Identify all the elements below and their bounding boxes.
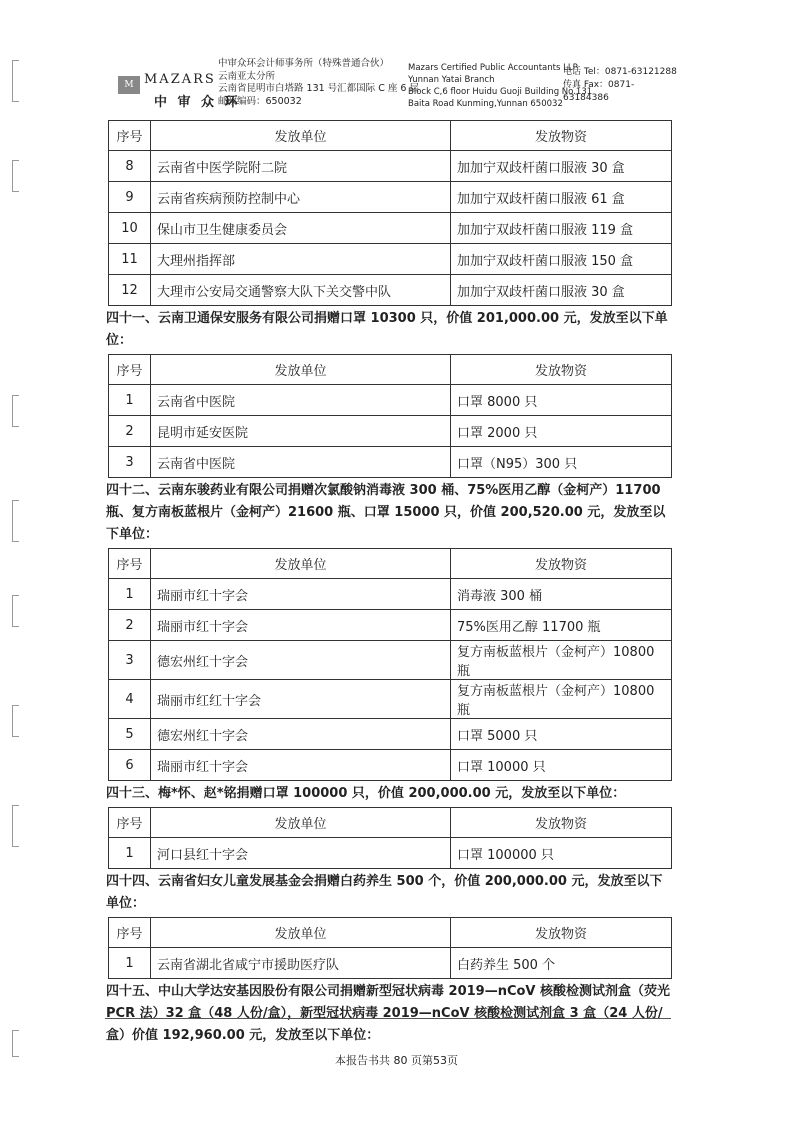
table-row (109, 610, 672, 641)
row-unit: 云南省中医院 (151, 447, 451, 478)
row-goods: 加加宁双歧杆菌口服液 30 盒 (451, 275, 672, 306)
col-header-no: 序号 (109, 121, 151, 151)
table-header (109, 808, 672, 838)
row-number: 3 (109, 641, 151, 680)
row-unit: 云南省疾病预防控制中心 (151, 182, 451, 213)
col-header-unit: 发放单位 (151, 549, 451, 579)
row-number: 1 (109, 385, 151, 416)
binder-mark (12, 595, 19, 627)
col-header-goods: 发放物资 (451, 808, 672, 838)
row-unit: 保山市卫生健康委员会 (151, 213, 451, 244)
row-number: 3 (109, 447, 151, 478)
table-row (109, 151, 672, 182)
distribution-table (108, 917, 672, 979)
table-row (109, 385, 672, 416)
distribution-table (108, 548, 672, 781)
row-number: 1 (109, 838, 151, 869)
row-number: 1 (109, 948, 151, 979)
row-unit: 云南省湖北省咸宁市援助医疗队 (151, 948, 451, 979)
section-paragraph-44: 四十四、云南省妇女儿童发展基金会捐赠白药养生 500 个，价值 200,000.00 元，发放至以下单位： (106, 874, 663, 911)
table-row (109, 948, 672, 979)
contact-info: 电话 Tel：0871-63121288 传真 Fax：0871-63184386 (563, 67, 677, 103)
binder-mark (12, 500, 19, 542)
row-number: 9 (109, 182, 151, 213)
row-goods: 白药养生 500 个 (451, 948, 672, 979)
table-row (109, 680, 672, 719)
table-row (109, 447, 672, 478)
row-unit: 瑞丽市红十字会 (151, 579, 451, 610)
row-goods: 口罩 10000 只 (451, 750, 672, 781)
mazars-logo-icon: M (118, 76, 140, 94)
table-header (109, 355, 672, 385)
row-unit: 德宏州红十字会 (151, 641, 451, 680)
distribution-table (108, 807, 672, 869)
section-paragraph-43: 四十三、梅*怀、赵*铭捐赠口罩 100000 只，价值 200,000.00 元，发放至以下单位： (106, 786, 626, 801)
col-header-goods: 发放物资 (451, 355, 672, 385)
report-body (108, 120, 672, 1049)
col-header-unit: 发放单位 (151, 918, 451, 948)
binder-mark (12, 395, 19, 427)
row-goods: 口罩 2000 只 (451, 416, 672, 447)
distribution-table (108, 354, 672, 478)
table-header (109, 918, 672, 948)
table-row (109, 641, 672, 680)
col-header-unit: 发放单位 (151, 121, 451, 151)
row-unit: 瑞丽市红十字会 (151, 610, 451, 641)
firm-name-cn: 中审众环会计师事务所（特殊普通合伙） 云南亚太分所 云南省昆明市白塔路 131 号汇都国际 C 座 6 层 邮政编码：650032 (218, 58, 419, 107)
firm-name-en: Mazars Certified Public Accountants LLP Yunnan Yatai Branch Block C,6 floor Huidu Guoji Building No.131 Baita Road Kunming,Yunnan 650032 (408, 63, 593, 109)
row-unit: 大理市公安局交通警察大队下关交警中队 (151, 275, 451, 306)
section-paragraph-45: 四十五、中山大学达安基因股份有限公司捐赠新型冠状病毒 2019—nCoV 核酸检测试剂盒（荧光PCR 法）32 盒（48 人份/盒），新型冠状病毒 2019—nCoV 核酸检测试剂盒 3 盒（24 人份/盒）价值 192,960.00 元，发放至以下单位： (106, 984, 671, 1043)
row-number: 4 (109, 680, 151, 719)
row-goods: 口罩 8000 只 (451, 385, 672, 416)
col-header-goods: 发放物资 (451, 121, 672, 151)
col-header-no: 序号 (109, 808, 151, 838)
row-goods: 加加宁双歧杆菌口服液 119 盒 (451, 213, 672, 244)
row-unit: 大理州指挥部 (151, 244, 451, 275)
page-footer: 本报告书共 80 页第53页 (335, 1054, 458, 1067)
row-goods: 口罩 100000 只 (451, 838, 672, 869)
logo-word: MAZARS (144, 72, 216, 87)
table-row (109, 416, 672, 447)
col-header-no: 序号 (109, 355, 151, 385)
table-row (109, 275, 672, 306)
row-number: 6 (109, 750, 151, 781)
row-goods: 加加宁双歧杆菌口服液 30 盒 (451, 151, 672, 182)
row-goods: 口罩（N95）300 只 (451, 447, 672, 478)
row-unit: 昆明市延安医院 (151, 416, 451, 447)
row-number: 1 (109, 579, 151, 610)
row-goods: 复方南板蓝根片（金柯产）10800 瓶 (451, 641, 672, 680)
col-header-no: 序号 (109, 549, 151, 579)
row-goods: 75%医用乙醇 11700 瓶 (451, 610, 672, 641)
col-header-goods: 发放物资 (451, 918, 672, 948)
col-header-goods: 发放物资 (451, 549, 672, 579)
row-unit: 瑞丽市红十字会 (151, 750, 451, 781)
row-unit: 河口县红十字会 (151, 838, 451, 869)
table-row (109, 838, 672, 869)
row-goods: 消毒液 300 桶 (451, 579, 672, 610)
row-number: 8 (109, 151, 151, 182)
letterhead (118, 58, 678, 118)
row-goods: 加加宁双歧杆菌口服液 61 盒 (451, 182, 672, 213)
logo-cn: 中 审 众 环 (154, 95, 241, 110)
col-header-unit: 发放单位 (151, 808, 451, 838)
table-header (109, 549, 672, 579)
distribution-table (108, 120, 672, 306)
table-row (109, 579, 672, 610)
table-header (109, 121, 672, 151)
row-number: 5 (109, 719, 151, 750)
footer-divider (105, 1018, 671, 1019)
section-paragraph-42: 四十二、云南东骏药业有限公司捐赠次氯酸钠消毒液 300 桶、75%医用乙醇（金柯产）11700 瓶、复方南板蓝根片（金柯产）21600 瓶、口罩 15000 只，价值 200,520.00 元，发放至以下单位： (106, 483, 666, 542)
row-number: 2 (109, 416, 151, 447)
table-row (109, 182, 672, 213)
binder-mark (12, 805, 19, 847)
row-number: 12 (109, 275, 151, 306)
row-number: 10 (109, 213, 151, 244)
table-row (109, 719, 672, 750)
row-goods: 复方南板蓝根片（金柯产）10800 瓶 (451, 680, 672, 719)
binder-mark (12, 705, 19, 737)
row-unit: 云南省中医学院附二院 (151, 151, 451, 182)
binder-mark (12, 160, 19, 192)
row-unit: 云南省中医院 (151, 385, 451, 416)
row-number: 11 (109, 244, 151, 275)
col-header-no: 序号 (109, 918, 151, 948)
binder-mark (12, 60, 19, 102)
table-row (109, 244, 672, 275)
row-number: 2 (109, 610, 151, 641)
col-header-unit: 发放单位 (151, 355, 451, 385)
section-paragraph-41: 四十一、云南卫通保安服务有限公司捐赠口罩 10300 只，价值 201,000.00 元，发放至以下单位： (106, 311, 668, 348)
row-goods: 加加宁双歧杆菌口服液 150 盒 (451, 244, 672, 275)
row-goods: 口罩 5000 只 (451, 719, 672, 750)
row-unit: 瑞丽市红红十字会 (151, 680, 451, 719)
table-row (109, 213, 672, 244)
table-row (109, 750, 672, 781)
row-unit: 德宏州红十字会 (151, 719, 451, 750)
